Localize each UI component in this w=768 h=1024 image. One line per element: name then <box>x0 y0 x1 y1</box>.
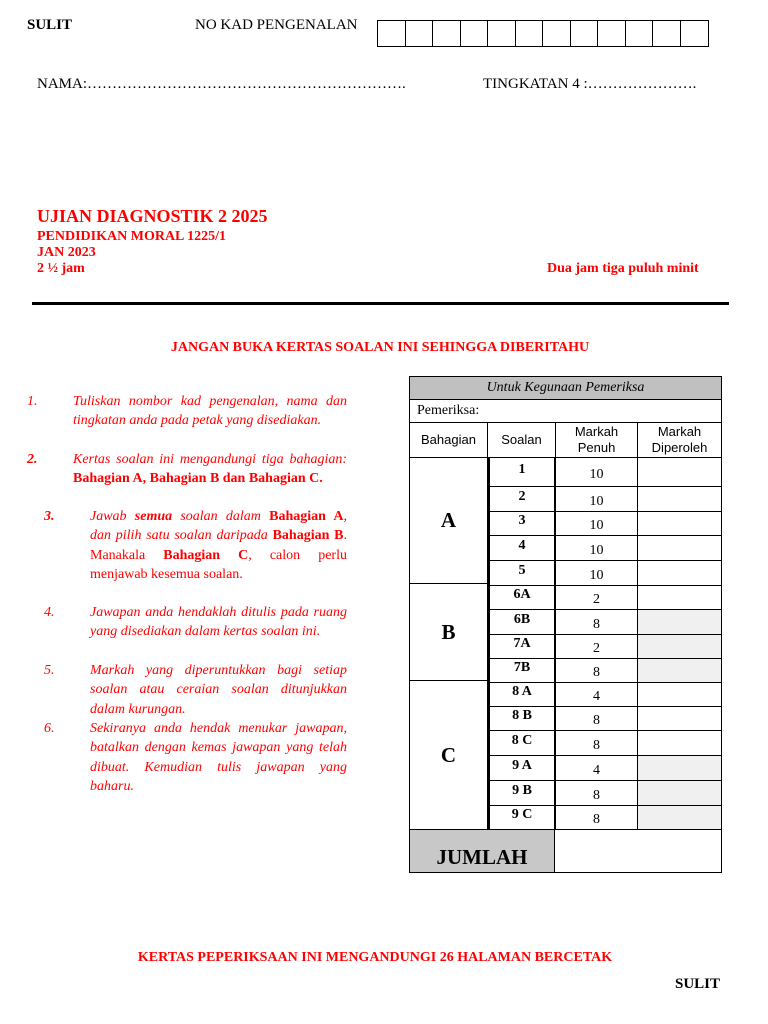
marks-obtained-input[interactable] <box>638 512 721 535</box>
question-number-cell: 9 C <box>488 806 556 829</box>
instruction-text-part: soalan dalam <box>172 509 270 524</box>
full-marks-cell: 8 <box>556 806 638 829</box>
exam-date: JAN 2023 <box>37 245 96 260</box>
instruction-text-bold: Bahagian B <box>272 528 344 544</box>
column-header-question <box>488 423 556 458</box>
duration-long: Dua jam tiga puluh minit <box>547 261 699 276</box>
examiner-field: Pemeriksa: <box>410 400 721 423</box>
instruction-number: 1. <box>27 394 38 409</box>
instruction-text-part: , dan pilih satu soalan daripada <box>90 509 348 544</box>
instruction-text <box>73 450 347 489</box>
marks-obtained-input[interactable] <box>638 487 721 511</box>
instruction-text-bold: semua <box>134 509 173 524</box>
section-label: C <box>440 742 457 767</box>
duration-short: 2 ½ jam <box>37 261 85 276</box>
full-marks-cell: 8 <box>556 659 638 682</box>
instruction-number: 3. <box>44 509 55 524</box>
question-number-cell: 9 A <box>488 756 556 780</box>
section-label: A <box>440 508 457 532</box>
ic-digit-box[interactable] <box>598 21 626 46</box>
question-number-cell: 1 <box>488 458 556 486</box>
instruction-item-1 <box>27 392 347 431</box>
marks-obtained-input[interactable] <box>638 561 721 585</box>
question-number-cell: 7B <box>488 659 556 682</box>
ic-number-label: NO KAD PENGENALAN <box>195 17 358 33</box>
table-row <box>488 781 721 806</box>
full-marks-cell: 4 <box>556 683 638 706</box>
full-marks-cell: 8 <box>556 781 638 805</box>
column-header-label: Markah <box>574 424 619 439</box>
question-number-cell: 7A <box>488 635 556 658</box>
question-number-cell: 4 <box>488 536 556 560</box>
full-marks-cell: 8 <box>556 707 638 730</box>
column-header-section <box>410 423 488 458</box>
instruction-text <box>90 507 347 584</box>
instruction-text-bold: Bahagian A <box>269 509 344 524</box>
full-marks-cell: 10 <box>556 458 638 486</box>
subject-code: PENDIDIKAN MORAL 1225/1 <box>37 229 227 244</box>
instruction-text-bold: Bahagian C <box>163 547 249 563</box>
marks-obtained-input[interactable] <box>638 659 721 682</box>
instruction-number: 6. <box>44 721 55 736</box>
column-header-label: Diperoleh <box>651 440 708 455</box>
question-number-cell: 8 C <box>488 731 556 755</box>
full-marks-cell: 10 <box>556 512 638 535</box>
ic-digit-box[interactable] <box>378 21 406 46</box>
marks-obtained-input[interactable] <box>638 610 721 634</box>
total-label-cell <box>410 830 555 872</box>
table-row <box>488 659 721 683</box>
table-row <box>488 806 721 830</box>
instruction-text-part: . Manakala <box>90 528 347 563</box>
ic-digit-box[interactable] <box>488 21 516 46</box>
full-marks-cell: 4 <box>556 756 638 780</box>
marks-obtained-input[interactable] <box>638 781 721 805</box>
full-marks-cell: 10 <box>556 561 638 585</box>
full-marks-cell: 2 <box>556 586 638 609</box>
confidential-label-bottom: SULIT <box>675 976 721 992</box>
instruction-text: Markah yang diperuntukkan bagi setiap soalan atau ceraian soalan ditunjukkan dalam kurungan. <box>90 663 347 717</box>
ic-digit-box[interactable] <box>653 21 681 46</box>
question-number-cell: 9 B <box>488 781 556 805</box>
section-a-cell <box>410 458 488 584</box>
table-row <box>488 512 721 536</box>
instruction-text-part: Kertas soalan ini mengandungi tiga bahagian: <box>73 452 347 467</box>
name-field: NAMA:………………………………………………………. <box>37 76 406 92</box>
section-c-cell <box>410 681 488 830</box>
full-marks-cell: 10 <box>556 487 638 511</box>
warning-notice: JANGAN BUKA KERTAS SOALAN INI SEHINGGA DIBERITAHU <box>170 340 590 355</box>
table-row <box>488 458 721 487</box>
instruction-item-4 <box>44 603 347 642</box>
marks-obtained-input[interactable] <box>638 536 721 560</box>
question-number-cell: 3 <box>488 512 556 535</box>
instruction-text-bold: Bahagian A, Bahagian B dan Bahagian C. <box>73 471 323 487</box>
marks-obtained-input[interactable] <box>638 635 721 658</box>
marks-obtained-input[interactable] <box>638 731 721 755</box>
table-title: Untuk Kegunaan Pemeriksa <box>410 377 721 400</box>
ic-digit-box[interactable] <box>406 21 434 46</box>
column-header-label: Penuh <box>577 440 616 455</box>
table-row <box>488 635 721 659</box>
table-row <box>488 610 721 635</box>
marks-obtained-input[interactable] <box>638 756 721 780</box>
confidential-label-top: SULIT <box>27 17 73 33</box>
column-header-marks-obtained <box>638 423 721 458</box>
instruction-text: Tuliskan nombor kad pengenalan, nama dan tingkatan anda pada petak yang disediakan. <box>73 394 347 429</box>
instruction-item-2 <box>27 450 347 489</box>
table-row <box>488 487 721 512</box>
instruction-number: 4. <box>44 605 55 620</box>
ic-digit-box[interactable] <box>681 21 709 46</box>
section-label: B <box>441 619 456 644</box>
instruction-text: Sekiranya anda hendak menukar jawapan, batalkan dengan kemas jawapan yang telah dibuat. Kemudian tulis jawapan yang baharu. <box>90 721 347 794</box>
instruction-item-5 <box>44 661 347 719</box>
examiner-mark-table <box>409 376 722 873</box>
table-row <box>488 731 721 756</box>
question-number-cell: 6A <box>488 586 556 609</box>
ic-digit-box[interactable] <box>626 21 654 46</box>
instruction-number: 2. <box>27 452 38 467</box>
full-marks-cell: 10 <box>556 536 638 560</box>
column-header-label: Bahagian <box>421 432 476 447</box>
page-count-footer: KERTAS PEPERIKSAAN INI MENGANDUNGI 26 HALAMAN BERCETAK <box>137 950 613 965</box>
instruction-item-3 <box>44 507 347 584</box>
instruction-text-part: Jawab <box>90 509 135 524</box>
full-marks-cell: 8 <box>556 731 638 755</box>
marks-obtained-input[interactable] <box>638 683 721 706</box>
column-header-full-marks <box>556 423 638 458</box>
question-number-cell: 5 <box>488 561 556 585</box>
column-header-label: Soalan <box>501 432 542 447</box>
question-number-cell: 8 A <box>488 683 556 706</box>
header-divider <box>32 302 729 305</box>
ic-digit-box[interactable] <box>516 21 544 46</box>
instruction-item-6 <box>44 719 347 796</box>
table-row <box>488 683 721 707</box>
ic-digit-box[interactable] <box>571 21 599 46</box>
question-number-cell: 2 <box>488 487 556 511</box>
ic-number-boxes[interactable] <box>377 20 709 47</box>
table-row <box>488 561 721 586</box>
total-marks-input[interactable] <box>555 830 721 872</box>
ic-digit-box[interactable] <box>433 21 461 46</box>
table-row <box>488 536 721 561</box>
full-marks-cell: 8 <box>556 610 638 634</box>
marks-obtained-input[interactable] <box>638 806 721 829</box>
form-level-field: TINGKATAN 4 :…………………. <box>483 76 697 92</box>
ic-digit-box[interactable] <box>461 21 489 46</box>
marks-obtained-input[interactable] <box>638 458 721 486</box>
table-row <box>488 756 721 781</box>
exam-title: UJIAN DIAGNOSTIK 2 2025 <box>37 206 268 226</box>
table-row <box>488 586 721 610</box>
question-number-cell: 6B <box>488 610 556 634</box>
instruction-number: 5. <box>44 663 55 678</box>
ic-digit-box[interactable] <box>543 21 571 46</box>
table-row <box>488 707 721 731</box>
instruction-text-part: , calon perlu menjawab kesemua soalan. <box>90 547 347 582</box>
marks-obtained-input[interactable] <box>638 707 721 730</box>
total-label: JUMLAH <box>436 845 528 869</box>
marks-obtained-input[interactable] <box>638 586 721 609</box>
column-header-label: Markah <box>657 424 702 439</box>
instruction-text: Jawapan anda hendaklah ditulis pada ruang yang disediakan dalam kertas soalan ini. <box>90 605 347 640</box>
section-b-cell <box>410 584 488 681</box>
full-marks-cell: 2 <box>556 635 638 658</box>
question-number-cell: 8 B <box>488 707 556 730</box>
